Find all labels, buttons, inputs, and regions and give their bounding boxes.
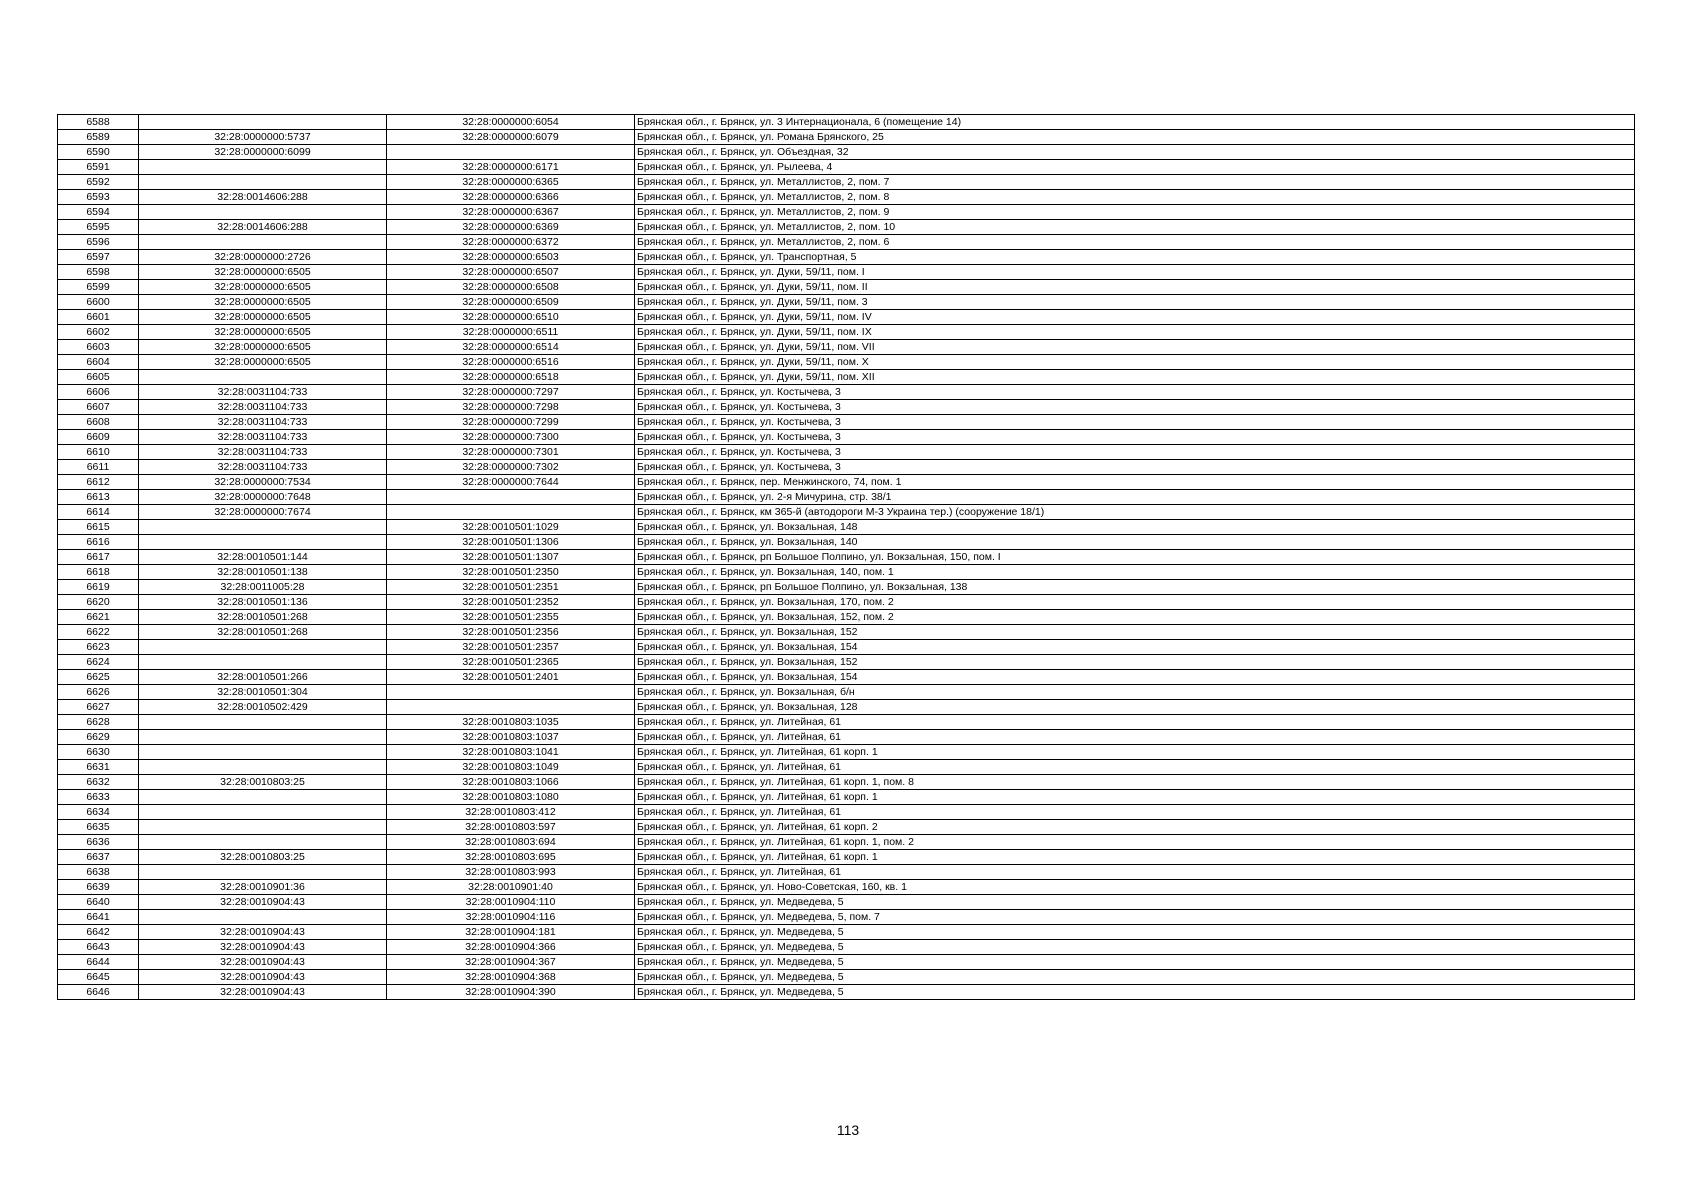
- row-number-cell: 6592: [58, 175, 139, 190]
- land-cadastral-number-cell: 32:28:0031104:733: [139, 415, 387, 430]
- row-number-cell: 6640: [58, 895, 139, 910]
- object-cadastral-number-cell: 32:28:0000000:6054: [387, 115, 635, 130]
- land-cadastral-number-cell: [139, 535, 387, 550]
- land-cadastral-number-cell: [139, 820, 387, 835]
- address-cell: Брянская обл., г. Брянск, ул. Литейная, 61 корп. 1: [635, 790, 1635, 805]
- address-cell: Брянская обл., г. Брянск, ул. Дуки, 59/11, пом. IX: [635, 325, 1635, 340]
- property-table-body: [58, 115, 1635, 1000]
- table-row: [58, 685, 1635, 700]
- object-cadastral-number-cell: 32:28:0000000:6079: [387, 130, 635, 145]
- row-number-cell: 6599: [58, 280, 139, 295]
- object-cadastral-number-cell: 32:28:0000000:6508: [387, 280, 635, 295]
- row-number-cell: 6595: [58, 220, 139, 235]
- address-cell: Брянская обл., г. Брянск, ул. Костычева, 3: [635, 400, 1635, 415]
- object-cadastral-number-cell: 32:28:0010501:1029: [387, 520, 635, 535]
- object-cadastral-number-cell: 32:28:0000000:6365: [387, 175, 635, 190]
- table-row: [58, 295, 1635, 310]
- address-cell: Брянская обл., г. Брянск, ул. Объездная, 32: [635, 145, 1635, 160]
- table-row: [58, 280, 1635, 295]
- address-cell: Брянская обл., г. Брянск, ул. Костычева, 3: [635, 445, 1635, 460]
- address-cell: Брянская обл., г. Брянск, ул. Вокзальная, 152, пом. 2: [635, 610, 1635, 625]
- land-cadastral-number-cell: 32:28:0010904:43: [139, 925, 387, 940]
- table-row: [58, 340, 1635, 355]
- land-cadastral-number-cell: 32:28:0010501:138: [139, 565, 387, 580]
- land-cadastral-number-cell: 32:28:0000000:6505: [139, 355, 387, 370]
- object-cadastral-number-cell: 32:28:0000000:6366: [387, 190, 635, 205]
- object-cadastral-number-cell: 32:28:0000000:6509: [387, 295, 635, 310]
- land-cadastral-number-cell: 32:28:0010501:268: [139, 610, 387, 625]
- address-cell: Брянская обл., г. Брянск, ул. Вокзальная, б/н: [635, 685, 1635, 700]
- table-row: [58, 955, 1635, 970]
- object-cadastral-number-cell: [387, 505, 635, 520]
- address-cell: Брянская обл., г. Брянск, км 365-й (автодороги М-3 Украина тер.) (сооружение 18/1): [635, 505, 1635, 520]
- address-cell: Брянская обл., г. Брянск, ул. Вокзальная, 152: [635, 625, 1635, 640]
- land-cadastral-number-cell: 32:28:0000000:6505: [139, 310, 387, 325]
- land-cadastral-number-cell: 32:28:0010501:144: [139, 550, 387, 565]
- row-number-cell: 6645: [58, 970, 139, 985]
- table-row: [58, 505, 1635, 520]
- address-cell: Брянская обл., г. Брянск, ул. Вокзальная, 140, пом. 1: [635, 565, 1635, 580]
- object-cadastral-number-cell: 32:28:0000000:7644: [387, 475, 635, 490]
- land-cadastral-number-cell: 32:28:0000000:6505: [139, 325, 387, 340]
- land-cadastral-number-cell: 32:28:0000000:7648: [139, 490, 387, 505]
- property-table: [57, 114, 1635, 1000]
- table-row: [58, 385, 1635, 400]
- address-cell: Брянская обл., г. Брянск, ул. Металлистов, 2, пом. 9: [635, 205, 1635, 220]
- land-cadastral-number-cell: [139, 745, 387, 760]
- row-number-cell: 6620: [58, 595, 139, 610]
- land-cadastral-number-cell: 32:28:0010501:268: [139, 625, 387, 640]
- land-cadastral-number-cell: [139, 730, 387, 745]
- object-cadastral-number-cell: 32:28:0010501:2351: [387, 580, 635, 595]
- address-cell: Брянская обл., г. Брянск, рп Большое Полпино, ул. Вокзальная, 150, пом. I: [635, 550, 1635, 565]
- object-cadastral-number-cell: 32:28:0010904:368: [387, 970, 635, 985]
- address-cell: Брянская обл., г. Брянск, ул. Литейная, 61 корп. 1: [635, 745, 1635, 760]
- table-row: [58, 580, 1635, 595]
- land-cadastral-number-cell: [139, 160, 387, 175]
- table-row: [58, 490, 1635, 505]
- row-number-cell: 6597: [58, 250, 139, 265]
- address-cell: Брянская обл., г. Брянск, ул. Транспортная, 5: [635, 250, 1635, 265]
- object-cadastral-number-cell: [387, 700, 635, 715]
- address-cell: Брянская обл., г. Брянск, ул. Романа Брянского, 25: [635, 130, 1635, 145]
- row-number-cell: 6613: [58, 490, 139, 505]
- table-row: [58, 205, 1635, 220]
- object-cadastral-number-cell: 32:28:0000000:7301: [387, 445, 635, 460]
- table-row: [58, 520, 1635, 535]
- land-cadastral-number-cell: [139, 115, 387, 130]
- address-cell: Брянская обл., г. Брянск, ул. Дуки, 59/11, пом. XII: [635, 370, 1635, 385]
- address-cell: Брянская обл., г. Брянск, ул. Вокзальная, 128: [635, 700, 1635, 715]
- address-cell: Брянская обл., г. Брянск, ул. Костычева, 3: [635, 385, 1635, 400]
- address-cell: Брянская обл., г. Брянск, ул. Рылеева, 4: [635, 160, 1635, 175]
- object-cadastral-number-cell: 32:28:0010904:116: [387, 910, 635, 925]
- table-row: [58, 310, 1635, 325]
- row-number-cell: 6630: [58, 745, 139, 760]
- land-cadastral-number-cell: 32:28:0000000:5737: [139, 130, 387, 145]
- row-number-cell: 6596: [58, 235, 139, 250]
- row-number-cell: 6600: [58, 295, 139, 310]
- object-cadastral-number-cell: [387, 145, 635, 160]
- object-cadastral-number-cell: 32:28:0010501:2352: [387, 595, 635, 610]
- table-row: [58, 715, 1635, 730]
- object-cadastral-number-cell: 32:28:0010803:1041: [387, 745, 635, 760]
- object-cadastral-number-cell: 32:28:0000000:6369: [387, 220, 635, 235]
- address-cell: Брянская обл., г. Брянск, ул. Металлистов, 2, пом. 10: [635, 220, 1635, 235]
- address-cell: Брянская обл., г. Брянск, ул. Медведева, 5: [635, 985, 1635, 1000]
- table-row: [58, 655, 1635, 670]
- table-row: [58, 550, 1635, 565]
- row-number-cell: 6608: [58, 415, 139, 430]
- object-cadastral-number-cell: 32:28:0010501:2355: [387, 610, 635, 625]
- table-row: [58, 145, 1635, 160]
- row-number-cell: 6617: [58, 550, 139, 565]
- row-number-cell: 6619: [58, 580, 139, 595]
- object-cadastral-number-cell: 32:28:0000000:6171: [387, 160, 635, 175]
- row-number-cell: 6598: [58, 265, 139, 280]
- row-number-cell: 6614: [58, 505, 139, 520]
- row-number-cell: 6636: [58, 835, 139, 850]
- object-cadastral-number-cell: 32:28:0010501:2365: [387, 655, 635, 670]
- land-cadastral-number-cell: 32:28:0031104:733: [139, 430, 387, 445]
- table-row: [58, 640, 1635, 655]
- row-number-cell: 6638: [58, 865, 139, 880]
- object-cadastral-number-cell: 32:28:0010803:1037: [387, 730, 635, 745]
- table-row: [58, 325, 1635, 340]
- land-cadastral-number-cell: 32:28:0031104:733: [139, 385, 387, 400]
- table-row: [58, 595, 1635, 610]
- object-cadastral-number-cell: 32:28:0010803:1049: [387, 760, 635, 775]
- row-number-cell: 6643: [58, 940, 139, 955]
- land-cadastral-number-cell: [139, 235, 387, 250]
- table-row: [58, 235, 1635, 250]
- object-cadastral-number-cell: 32:28:0010904:366: [387, 940, 635, 955]
- address-cell: Брянская обл., г. Брянск, ул. Ново-Советская, 160, кв. 1: [635, 880, 1635, 895]
- address-cell: Брянская обл., г. Брянск, ул. Вокзальная, 152: [635, 655, 1635, 670]
- table-row: [58, 820, 1635, 835]
- row-number-cell: 6603: [58, 340, 139, 355]
- land-cadastral-number-cell: 32:28:0014606:288: [139, 220, 387, 235]
- table-row: [58, 775, 1635, 790]
- row-number-cell: 6641: [58, 910, 139, 925]
- row-number-cell: 6615: [58, 520, 139, 535]
- table-row: [58, 535, 1635, 550]
- address-cell: Брянская обл., г. Брянск, ул. Литейная, 61: [635, 805, 1635, 820]
- object-cadastral-number-cell: 32:28:0010501:2350: [387, 565, 635, 580]
- row-number-cell: 6591: [58, 160, 139, 175]
- land-cadastral-number-cell: [139, 640, 387, 655]
- land-cadastral-number-cell: [139, 865, 387, 880]
- land-cadastral-number-cell: [139, 760, 387, 775]
- object-cadastral-number-cell: 32:28:0000000:7297: [387, 385, 635, 400]
- row-number-cell: 6639: [58, 880, 139, 895]
- table-row: [58, 190, 1635, 205]
- row-number-cell: 6646: [58, 985, 139, 1000]
- table-row: [58, 370, 1635, 385]
- land-cadastral-number-cell: 32:28:0010904:43: [139, 940, 387, 955]
- address-cell: Брянская обл., г. Брянск, ул. Медведева, 5: [635, 940, 1635, 955]
- table-row: [58, 400, 1635, 415]
- row-number-cell: 6590: [58, 145, 139, 160]
- address-cell: Брянская обл., г. Брянск, ул. Металлистов, 2, пом. 7: [635, 175, 1635, 190]
- row-number-cell: 6609: [58, 430, 139, 445]
- land-cadastral-number-cell: 32:28:0010904:43: [139, 985, 387, 1000]
- table-row: [58, 430, 1635, 445]
- row-number-cell: 6589: [58, 130, 139, 145]
- table-row: [58, 880, 1635, 895]
- address-cell: Брянская обл., г. Брянск, ул. Вокзальная, 154: [635, 640, 1635, 655]
- land-cadastral-number-cell: 32:28:0031104:733: [139, 400, 387, 415]
- address-cell: Брянская обл., г. Брянск, ул. Медведева, 5: [635, 925, 1635, 940]
- page-number: 113: [836, 1122, 860, 1138]
- object-cadastral-number-cell: 32:28:0000000:6518: [387, 370, 635, 385]
- object-cadastral-number-cell: 32:28:0000000:6511: [387, 325, 635, 340]
- land-cadastral-number-cell: [139, 520, 387, 535]
- land-cadastral-number-cell: [139, 175, 387, 190]
- table-row: [58, 610, 1635, 625]
- address-cell: Брянская обл., г. Брянск, ул. Литейная, 61 корп. 1, пом. 2: [635, 835, 1635, 850]
- address-cell: Брянская обл., г. Брянск, ул. Дуки, 59/11, пом. I: [635, 265, 1635, 280]
- table-row: [58, 790, 1635, 805]
- land-cadastral-number-cell: 32:28:0031104:733: [139, 445, 387, 460]
- land-cadastral-number-cell: [139, 835, 387, 850]
- land-cadastral-number-cell: [139, 655, 387, 670]
- row-number-cell: 6623: [58, 640, 139, 655]
- address-cell: Брянская обл., г. Брянск, ул. 3 Интернационала, 6 (помещение 14): [635, 115, 1635, 130]
- table-row: [58, 565, 1635, 580]
- object-cadastral-number-cell: 32:28:0000000:7302: [387, 460, 635, 475]
- land-cadastral-number-cell: 32:28:0000000:7674: [139, 505, 387, 520]
- table-row: [58, 445, 1635, 460]
- address-cell: Брянская обл., г. Брянск, ул. Медведева, 5: [635, 970, 1635, 985]
- table-row: [58, 175, 1635, 190]
- table-row: [58, 910, 1635, 925]
- land-cadastral-number-cell: [139, 910, 387, 925]
- object-cadastral-number-cell: 32:28:0010904:367: [387, 955, 635, 970]
- row-number-cell: 6632: [58, 775, 139, 790]
- address-cell: Брянская обл., г. Брянск, ул. Медведева, 5, пом. 7: [635, 910, 1635, 925]
- table-row: [58, 760, 1635, 775]
- land-cadastral-number-cell: 32:28:0010904:43: [139, 955, 387, 970]
- address-cell: Брянская обл., г. Брянск, ул. Литейная, 61 корп. 1: [635, 850, 1635, 865]
- object-cadastral-number-cell: 32:28:0000000:6514: [387, 340, 635, 355]
- land-cadastral-number-cell: [139, 790, 387, 805]
- object-cadastral-number-cell: 32:28:0010901:40: [387, 880, 635, 895]
- row-number-cell: 6605: [58, 370, 139, 385]
- table-row: [58, 415, 1635, 430]
- table-row: [58, 805, 1635, 820]
- table-row: [58, 925, 1635, 940]
- land-cadastral-number-cell: 32:28:0010904:43: [139, 895, 387, 910]
- row-number-cell: 6594: [58, 205, 139, 220]
- table-row: [58, 130, 1635, 145]
- land-cadastral-number-cell: 32:28:0000000:2726: [139, 250, 387, 265]
- address-cell: Брянская обл., г. Брянск, ул. Медведева, 5: [635, 955, 1635, 970]
- object-cadastral-number-cell: 32:28:0000000:7298: [387, 400, 635, 415]
- row-number-cell: 6606: [58, 385, 139, 400]
- land-cadastral-number-cell: 32:28:0000000:6505: [139, 340, 387, 355]
- address-cell: Брянская обл., г. Брянск, ул. Медведева, 5: [635, 895, 1635, 910]
- address-cell: Брянская обл., г. Брянск, рп Большое Полпино, ул. Вокзальная, 138: [635, 580, 1635, 595]
- row-number-cell: 6629: [58, 730, 139, 745]
- address-cell: Брянская обл., г. Брянск, ул. Вокзальная, 140: [635, 535, 1635, 550]
- object-cadastral-number-cell: 32:28:0000000:6367: [387, 205, 635, 220]
- row-number-cell: 6612: [58, 475, 139, 490]
- object-cadastral-number-cell: 32:28:0000000:6503: [387, 250, 635, 265]
- land-cadastral-number-cell: 32:28:0010501:136: [139, 595, 387, 610]
- row-number-cell: 6616: [58, 535, 139, 550]
- row-number-cell: 6631: [58, 760, 139, 775]
- object-cadastral-number-cell: 32:28:0010501:2401: [387, 670, 635, 685]
- table-row: [58, 970, 1635, 985]
- address-cell: Брянская обл., г. Брянск, ул. Металлистов, 2, пом. 6: [635, 235, 1635, 250]
- row-number-cell: 6626: [58, 685, 139, 700]
- table-row: [58, 895, 1635, 910]
- row-number-cell: 6637: [58, 850, 139, 865]
- table-row: [58, 745, 1635, 760]
- address-cell: Брянская обл., г. Брянск, ул. Литейная, 61 корп. 2: [635, 820, 1635, 835]
- row-number-cell: 6607: [58, 400, 139, 415]
- address-cell: Брянская обл., г. Брянск, ул. Литейная, 61: [635, 865, 1635, 880]
- table-row: [58, 940, 1635, 955]
- address-cell: Брянская обл., г. Брянск, ул. Костычева, 3: [635, 430, 1635, 445]
- object-cadastral-number-cell: [387, 685, 635, 700]
- row-number-cell: 6601: [58, 310, 139, 325]
- row-number-cell: 6633: [58, 790, 139, 805]
- table-row: [58, 865, 1635, 880]
- land-cadastral-number-cell: [139, 805, 387, 820]
- address-cell: Брянская обл., г. Брянск, ул. Дуки, 59/11, пом. IV: [635, 310, 1635, 325]
- object-cadastral-number-cell: 32:28:0000000:6372: [387, 235, 635, 250]
- land-cadastral-number-cell: 32:28:0010901:36: [139, 880, 387, 895]
- object-cadastral-number-cell: 32:28:0010803:1066: [387, 775, 635, 790]
- address-cell: Брянская обл., г. Брянск, ул. Металлистов, 2, пом. 8: [635, 190, 1635, 205]
- table-row: [58, 985, 1635, 1000]
- table-row: [58, 850, 1635, 865]
- land-cadastral-number-cell: [139, 715, 387, 730]
- land-cadastral-number-cell: 32:28:0000000:7534: [139, 475, 387, 490]
- table-row: [58, 670, 1635, 685]
- land-cadastral-number-cell: 32:28:0010803:25: [139, 775, 387, 790]
- row-number-cell: 6628: [58, 715, 139, 730]
- table-row: [58, 265, 1635, 280]
- address-cell: Брянская обл., г. Брянск, ул. Литейная, 61 корп. 1, пом. 8: [635, 775, 1635, 790]
- land-cadastral-number-cell: [139, 370, 387, 385]
- land-cadastral-number-cell: 32:28:0000000:6505: [139, 265, 387, 280]
- row-number-cell: 6642: [58, 925, 139, 940]
- object-cadastral-number-cell: 32:28:0010501:2357: [387, 640, 635, 655]
- address-cell: Брянская обл., г. Брянск, ул. 2-я Мичурина, стр. 38/1: [635, 490, 1635, 505]
- address-cell: Брянская обл., г. Брянск, ул. Литейная, 61: [635, 730, 1635, 745]
- row-number-cell: 6611: [58, 460, 139, 475]
- object-cadastral-number-cell: [387, 490, 635, 505]
- row-number-cell: 6627: [58, 700, 139, 715]
- row-number-cell: 6593: [58, 190, 139, 205]
- table-row: [58, 625, 1635, 640]
- table-row: [58, 835, 1635, 850]
- land-cadastral-number-cell: [139, 205, 387, 220]
- row-number-cell: 6588: [58, 115, 139, 130]
- row-number-cell: 6604: [58, 355, 139, 370]
- land-cadastral-number-cell: 32:28:0010803:25: [139, 850, 387, 865]
- address-cell: Брянская обл., г. Брянск, ул. Вокзальная, 154: [635, 670, 1635, 685]
- row-number-cell: 6618: [58, 565, 139, 580]
- object-cadastral-number-cell: 32:28:0010803:597: [387, 820, 635, 835]
- object-cadastral-number-cell: 32:28:0010501:1307: [387, 550, 635, 565]
- row-number-cell: 6621: [58, 610, 139, 625]
- object-cadastral-number-cell: 32:28:0010803:1035: [387, 715, 635, 730]
- object-cadastral-number-cell: 32:28:0000000:6510: [387, 310, 635, 325]
- object-cadastral-number-cell: 32:28:0010904:181: [387, 925, 635, 940]
- land-cadastral-number-cell: 32:28:0010501:304: [139, 685, 387, 700]
- object-cadastral-number-cell: 32:28:0000000:6516: [387, 355, 635, 370]
- table-row: [58, 475, 1635, 490]
- row-number-cell: 6634: [58, 805, 139, 820]
- table-row: [58, 220, 1635, 235]
- address-cell: Брянская обл., г. Брянск, пер. Менжинского, 74, пом. 1: [635, 475, 1635, 490]
- table-row: [58, 250, 1635, 265]
- row-number-cell: 6625: [58, 670, 139, 685]
- object-cadastral-number-cell: 32:28:0010501:2356: [387, 625, 635, 640]
- land-cadastral-number-cell: 32:28:0031104:733: [139, 460, 387, 475]
- address-cell: Брянская обл., г. Брянск, ул. Костычева, 3: [635, 415, 1635, 430]
- address-cell: Брянская обл., г. Брянск, ул. Костычева, 3: [635, 460, 1635, 475]
- object-cadastral-number-cell: 32:28:0010803:993: [387, 865, 635, 880]
- address-cell: Брянская обл., г. Брянск, ул. Вокзальная, 170, пом. 2: [635, 595, 1635, 610]
- land-cadastral-number-cell: 32:28:0010502:429: [139, 700, 387, 715]
- land-cadastral-number-cell: 32:28:0010501:266: [139, 670, 387, 685]
- object-cadastral-number-cell: 32:28:0010904:110: [387, 895, 635, 910]
- row-number-cell: 6610: [58, 445, 139, 460]
- table-row: [58, 700, 1635, 715]
- land-cadastral-number-cell: 32:28:0000000:6099: [139, 145, 387, 160]
- address-cell: Брянская обл., г. Брянск, ул. Дуки, 59/11, пом. 3: [635, 295, 1635, 310]
- land-cadastral-number-cell: 32:28:0011005:28: [139, 580, 387, 595]
- object-cadastral-number-cell: 32:28:0010803:694: [387, 835, 635, 850]
- table-row: [58, 115, 1635, 130]
- address-cell: Брянская обл., г. Брянск, ул. Дуки, 59/11, пом. X: [635, 355, 1635, 370]
- address-cell: Брянская обл., г. Брянск, ул. Литейная, 61: [635, 760, 1635, 775]
- table-row: [58, 730, 1635, 745]
- object-cadastral-number-cell: 32:28:0000000:7299: [387, 415, 635, 430]
- table-row: [58, 355, 1635, 370]
- address-cell: Брянская обл., г. Брянск, ул. Литейная, 61: [635, 715, 1635, 730]
- object-cadastral-number-cell: 32:28:0010501:1306: [387, 535, 635, 550]
- row-number-cell: 6624: [58, 655, 139, 670]
- address-cell: Брянская обл., г. Брянск, ул. Вокзальная, 148: [635, 520, 1635, 535]
- row-number-cell: 6635: [58, 820, 139, 835]
- object-cadastral-number-cell: 32:28:0010803:1080: [387, 790, 635, 805]
- object-cadastral-number-cell: 32:28:0000000:7300: [387, 430, 635, 445]
- row-number-cell: 6644: [58, 955, 139, 970]
- land-cadastral-number-cell: 32:28:0014606:288: [139, 190, 387, 205]
- table-row: [58, 460, 1635, 475]
- address-cell: Брянская обл., г. Брянск, ул. Дуки, 59/11, пом. II: [635, 280, 1635, 295]
- row-number-cell: 6622: [58, 625, 139, 640]
- object-cadastral-number-cell: 32:28:0000000:6507: [387, 265, 635, 280]
- land-cadastral-number-cell: 32:28:0000000:6505: [139, 280, 387, 295]
- row-number-cell: 6602: [58, 325, 139, 340]
- land-cadastral-number-cell: 32:28:0000000:6505: [139, 295, 387, 310]
- address-cell: Брянская обл., г. Брянск, ул. Дуки, 59/11, пом. VII: [635, 340, 1635, 355]
- table-row: [58, 160, 1635, 175]
- object-cadastral-number-cell: 32:28:0010803:695: [387, 850, 635, 865]
- object-cadastral-number-cell: 32:28:0010904:390: [387, 985, 635, 1000]
- land-cadastral-number-cell: 32:28:0010904:43: [139, 970, 387, 985]
- object-cadastral-number-cell: 32:28:0010803:412: [387, 805, 635, 820]
